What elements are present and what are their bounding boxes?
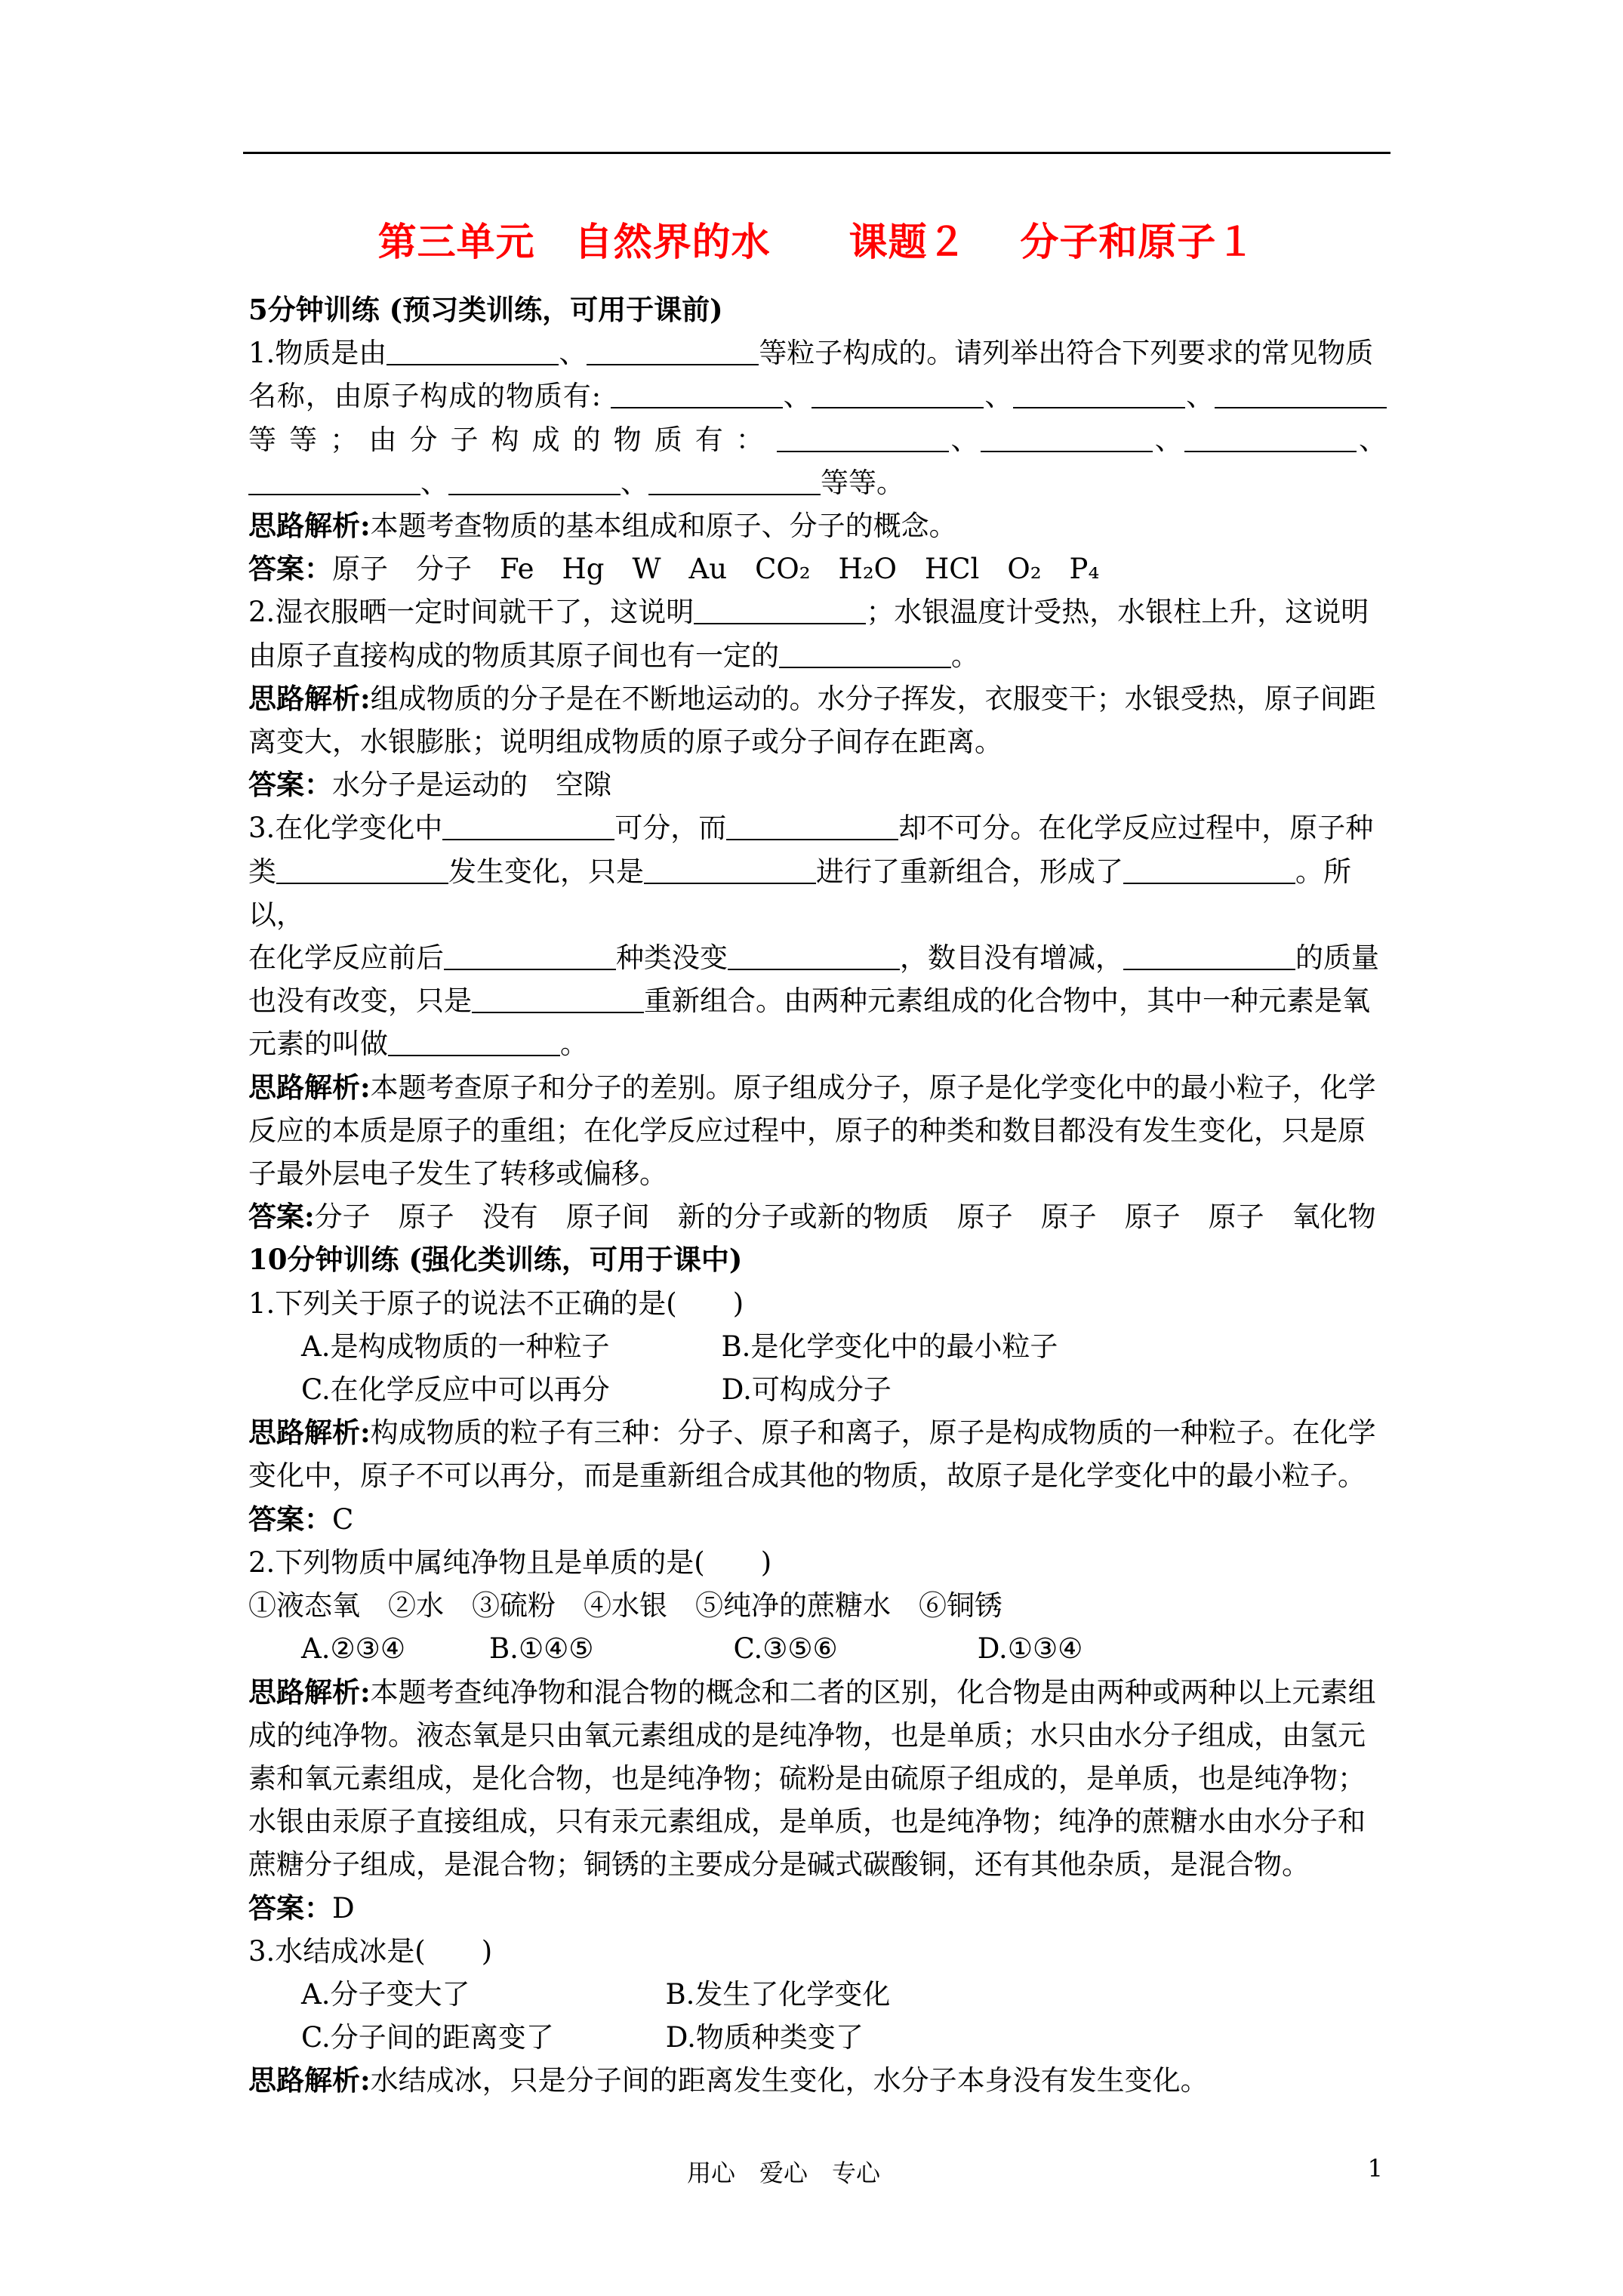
fill-blank: [248, 468, 420, 495]
question-2-1: [248, 1282, 1387, 1541]
fill-blank: [981, 425, 1153, 452]
page-title: 第三单元 自然界的水 课题２ 分子和原子１: [377, 220, 1256, 265]
fill-blank: [644, 857, 816, 884]
answer-text: 原子 分子 Fe Hg W Au CO₂ H₂O HCl O₂ P₄: [332, 553, 1100, 586]
answer-label: 答案：: [248, 1502, 332, 1536]
fill-blank: [472, 986, 644, 1013]
answer-text: 分子 原子 没有 原子间 新的分子或新的物质 原子 原子 原子 原子 氧化物: [314, 1200, 1376, 1234]
analysis-text: 本题考查原子和分子的差别。原子组成分子，原子是化学变化中的最小粒子，化学反应的本质是原子的重组；在化学反应过程中，原子的种类和数目都没有发生变化，只是原子最外层电子发生了转移或偏移。: [248, 1071, 1376, 1191]
analysis-text: 水结成冰，只是分子间的距离发生变化，水分子本身没有发生变化。: [370, 2064, 1209, 2097]
fill-blank: [388, 1029, 560, 1056]
answer-text: 水分子是运动的 空隙: [332, 769, 611, 802]
question-stem: 2.下列物质中属纯净物且是单质的是( ): [248, 1546, 772, 1579]
fill-blank: [611, 381, 783, 408]
section-heading-5min: 5分钟训练 (预习类训练，可用于课前): [248, 293, 723, 326]
options-row: A.是构成物质的一种粒子 B.是化学变化中的最小粒子: [301, 1330, 1058, 1363]
fill-blank: [276, 857, 448, 884]
question-stem: 1.下列关于原子的说法不正确的是( ): [248, 1287, 744, 1320]
page-number: 1: [1367, 2154, 1383, 2183]
analysis-text: 组成物质的分子是在不断地运动的。水分子挥发，衣服变干；水银受热，原子间距离变大，水银膨胀；说明组成物质的原子或分子间存在距离。: [248, 682, 1376, 759]
footer-slogan: 用心 爱心 专心: [687, 2159, 881, 2187]
options-row: A.②③④ B.①④⑤ C.③⑤⑥ D.①③④: [301, 1632, 1083, 1666]
answer-label: 答案:: [248, 1200, 315, 1234]
item-list: ①液态氧 ②水 ③硫粉 ④水银 ⑤纯净的蔗糖水 ⑥铜锈: [248, 1589, 1002, 1623]
answer-label: 答案：: [248, 1891, 332, 1925]
options-row: C.在化学反应中可以再分 D.可构成分子: [301, 1373, 892, 1407]
analysis-text: 构成物质的粒子有三种：分子、原子和离子，原子是构成物质的一种粒子。在化学变化中，原子不可以再分，而是重新组合成其他的物质，故原子是化学变化中的最小粒子。: [248, 1416, 1376, 1493]
fill-blank: [694, 597, 866, 624]
answer-text: C: [332, 1502, 354, 1536]
analysis-label: 思路解析:: [248, 681, 371, 715]
analysis-text: 本题考查物质的基本组成和原子、分子的概念。: [370, 510, 957, 543]
fill-blank: [442, 813, 614, 840]
answer-label: 答案：: [248, 552, 332, 586]
analysis-label: 思路解析:: [248, 1416, 371, 1450]
question-1-1: 1.物质是由 、 等粒子构成的。请列举出符合下列要求的常见物质 名称，由原子构成的物质有: 、 、 、 等 等 ； 由 分 子 构 成 的 物 质 有 ： 、 、 、 、 、 等等。 思路解析:本题考查物质的基本组成和原子、分子的概念。 答案：原子 分子 Fe Hg W Au CO₂ H₂O HCl O₂ P₄: [248, 337, 1387, 586]
fill-blank: [587, 338, 759, 365]
fill-blank: [777, 425, 949, 452]
fill-blank: [1123, 943, 1295, 970]
question-1-3: 3.在化学变化中 可分，而 却不可分。在化学反应过程中，原子种 类 发生变化，只是 进行了重新组合，形成了 。所以， 在化学反应前后 种类没变 ，数目没有增减， 的质量 也没有改变，只是 重新组合。由两种元素组成的化合物中，其中一种元素是氧 元素的叫做 。 思路解析:本题考查原子和分子的差别。原子组成分子，原子是化学变化中的最小粒子，化学反应的本质是原子的重组；在化学反应过程中，原子的种类和数目都没有发生变化，只是原子最外层电子发生了转移或偏移。 答案:分子 原子 没有 原子间 新的分子或新的物质 原子 原子 原子 原子 氧化物: [248, 812, 1379, 1234]
fill-blank: [648, 468, 821, 495]
analysis-label: 思路解析:: [248, 1070, 371, 1104]
document-body: [248, 288, 1387, 2103]
options-row: C.分子间的距离变了 D.物质种类变了: [301, 2021, 864, 2054]
question-stem: 3.水结成冰是( ): [248, 1934, 493, 1968]
options-row: A.分子变大了 B.发生了化学变化: [301, 1977, 891, 2011]
fill-blank: [1013, 381, 1185, 408]
analysis-label: 思路解析:: [248, 1675, 371, 1709]
analysis-text: 本题考查纯净物和混合物的概念和二者的区别，化合物是由两种或两种以上元素组成的纯净物。液态氧是只由氧元素组成的是纯净物，也是单质；水只由水分子组成，由氢元素和氧元素组成，是化合物，也是纯净物；硫粉是由硫原子组成的，是单质，也是纯净物；水银由汞原子直接组成，只有汞元素组成，是单质，也是纯净物；纯净的蔗糖水由水分子和蔗糖分子组成，是混合物；铜锈的主要成分是碱式碳酸铜，还有其他杂质，是混合物。: [248, 1675, 1376, 1881]
question-2-3: [248, 1930, 1387, 2103]
answer-label: 答案：: [248, 768, 332, 802]
fill-blank: [1184, 425, 1357, 452]
fill-blank: [726, 813, 898, 840]
fill-blank: [779, 641, 951, 668]
analysis-label: 思路解析:: [248, 2063, 371, 2097]
fill-blank: [1123, 857, 1295, 884]
fill-blank: [728, 943, 900, 970]
fill-blank: [448, 468, 621, 495]
fill-blank: [812, 381, 984, 408]
question-1-2: 2.湿衣服晒一定时间就干了，这说明 ；水银温度计受热，水银柱上升，这说明 由原子直接构成的物质其原子间也有一定的 。 思路解析:组成物质的分子是在不断地运动的。水分子挥发，衣服变干；水银受热，原子间距离变大，水银膨胀；说明组成物质的原子或分子间存在距离。 答案：水分子是运动的 空隙: [248, 596, 1376, 802]
question-2-2: [248, 1541, 1387, 1930]
fill-blank: [1215, 381, 1387, 408]
header-rule: [243, 152, 1390, 154]
analysis-label: 思路解析:: [248, 509, 371, 543]
fill-blank: [444, 943, 616, 970]
section-heading-10min: 10分钟训练 (强化类训练，可用于课中): [248, 1243, 743, 1277]
fill-blank: [387, 338, 559, 365]
answer-text: D: [332, 1891, 355, 1925]
